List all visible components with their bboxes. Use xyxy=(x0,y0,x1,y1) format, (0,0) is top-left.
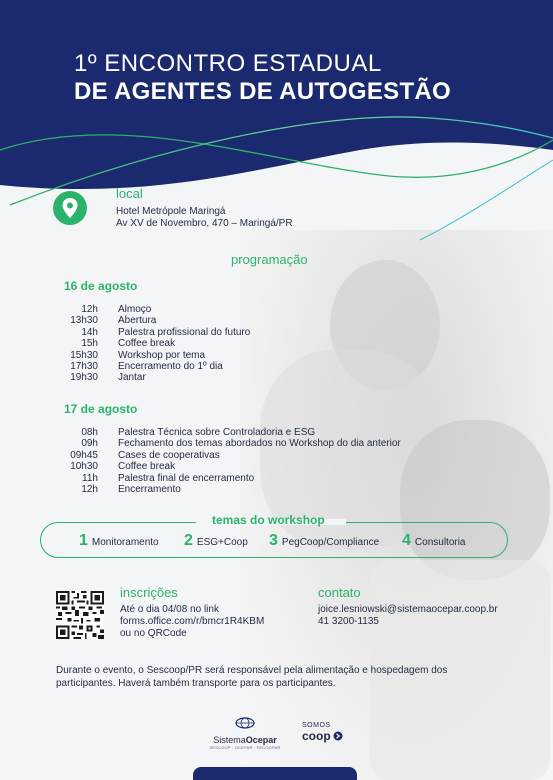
workshop-title: temas do workshop xyxy=(212,513,325,527)
inscricoes-deadline: Até o dia 04/08 no link xyxy=(120,604,219,615)
day2-schedule xyxy=(62,427,401,495)
schedule-row xyxy=(62,484,401,495)
ocepar-prefix: Sistema xyxy=(213,735,246,745)
venue-address: Av XV de Novembro, 470 – Maringá/PR xyxy=(116,218,293,229)
schedule-desc: Cases de cooperativas xyxy=(118,449,220,461)
schedule-desc: Workshop por tema xyxy=(118,349,206,361)
schedule-desc: Coffee break xyxy=(118,338,176,350)
contact-email[interactable]: joice.lesniowski@sistemaocepar.coop.br xyxy=(318,604,498,615)
schedule-desc: Encerramento do 1º dia xyxy=(118,360,223,372)
schedule-row xyxy=(62,461,401,472)
event-title-line2: DE AGENTES DE AUTOGESTÃO xyxy=(74,78,452,105)
somos-text: SOMOS xyxy=(302,722,331,729)
schedule-row xyxy=(62,427,401,438)
schedule-time: 13h30 xyxy=(70,315,98,327)
inscricoes-label: inscrições xyxy=(120,585,178,600)
schedule-row xyxy=(62,338,250,349)
workshop-theme-label: ESG+Coop xyxy=(196,537,248,548)
ocepar-subtitle: SESCOOP · OCEPAR · FECOOPAR xyxy=(209,745,281,750)
schedule-desc: Jantar xyxy=(118,372,146,384)
schedule-row xyxy=(62,473,401,484)
workshop-theme xyxy=(79,532,159,550)
schedule-row xyxy=(62,304,250,315)
inscricoes-link[interactable]: forms.office.com/r/bmcr1R4KBM xyxy=(120,616,265,627)
event-title-line1: 1º ENCONTRO ESTADUAL xyxy=(74,50,382,77)
coop-text: coop xyxy=(302,729,331,743)
workshop-theme xyxy=(184,532,248,550)
venue-name: Hotel Metrópole Maringá xyxy=(116,206,226,217)
workshop-theme-number: 2 xyxy=(184,532,193,549)
schedule-row xyxy=(62,315,250,326)
ocepar-name: Ocepar xyxy=(245,735,277,745)
day1-title: 16 de agosto xyxy=(64,279,138,293)
ocepar-wordmark xyxy=(208,735,282,745)
qr-code-icon[interactable] xyxy=(56,591,104,639)
inscricoes-qrcode-text: ou no QRCode xyxy=(120,628,187,639)
schedule-time: 15h30 xyxy=(70,349,98,361)
ocepar-globe-icon xyxy=(234,716,256,730)
schedule-time: 11h xyxy=(82,472,98,484)
event-note: Durante o evento, o Sescoop/PR será responsável pela alimentação e hospedagem dos participantes. Haverá também transporte para os participantes. xyxy=(56,665,448,689)
workshop-theme-number: 3 xyxy=(269,532,278,549)
sistema-ocepar-logo xyxy=(208,716,282,750)
workshop-theme xyxy=(402,532,466,550)
schedule-row xyxy=(62,361,250,372)
schedule-time: 08h xyxy=(81,427,98,438)
contato-label: contato xyxy=(318,585,361,600)
schedule-desc: Almoço xyxy=(118,304,152,315)
local-label: local xyxy=(116,186,143,201)
schedule-desc: Coffee break xyxy=(118,461,176,473)
workshop-theme-label: PegCoop/Compliance xyxy=(281,537,380,548)
schedule-desc: Palestra profissional do futuro xyxy=(118,326,251,338)
schedule-desc: Encerramento xyxy=(118,483,181,495)
workshop-theme-number: 4 xyxy=(402,532,411,549)
schedule-desc: Palestra final de encerramento xyxy=(118,472,255,484)
schedule-time: 12h xyxy=(81,304,98,315)
workshop-theme-label: Consultoria xyxy=(414,537,466,548)
day2-title: 17 de agosto xyxy=(64,402,138,416)
background-photo xyxy=(240,230,553,780)
schedule-row xyxy=(62,438,401,449)
somos-coop-logo xyxy=(302,722,343,743)
coop-wordmark xyxy=(302,729,343,743)
schedule-time: 19h30 xyxy=(70,372,98,384)
schedule-time: 17h30 xyxy=(70,360,98,372)
schedule-row xyxy=(62,450,401,461)
schedule-desc: Abertura xyxy=(118,315,157,327)
programacao-label: programação xyxy=(231,252,308,267)
coop-arrow-icon xyxy=(333,731,343,741)
schedule-row xyxy=(62,327,250,338)
contact-phone[interactable]: 41 3200-1135 xyxy=(318,616,379,627)
workshop-theme-number: 1 xyxy=(79,532,88,549)
schedule-desc: Palestra Técnica sobre Controladoria e ESG xyxy=(118,427,316,438)
schedule-time: 09h xyxy=(81,438,98,450)
schedule-row xyxy=(62,350,250,361)
workshop-theme-label: Monitoramento xyxy=(91,537,159,548)
schedule-desc: Fechamento dos temas abordados no Workshop do dia anterior xyxy=(118,438,401,450)
workshop-theme xyxy=(269,532,379,550)
schedule-time: 10h30 xyxy=(70,461,98,473)
location-pin-icon xyxy=(53,191,87,225)
schedule-time: 12h xyxy=(81,483,98,495)
schedule-time: 09h45 xyxy=(70,449,98,461)
schedule-row xyxy=(62,372,250,383)
day1-schedule xyxy=(62,304,250,384)
schedule-time: 15h xyxy=(81,338,98,350)
bottom-bar xyxy=(193,767,357,780)
schedule-time: 14h xyxy=(81,326,98,338)
